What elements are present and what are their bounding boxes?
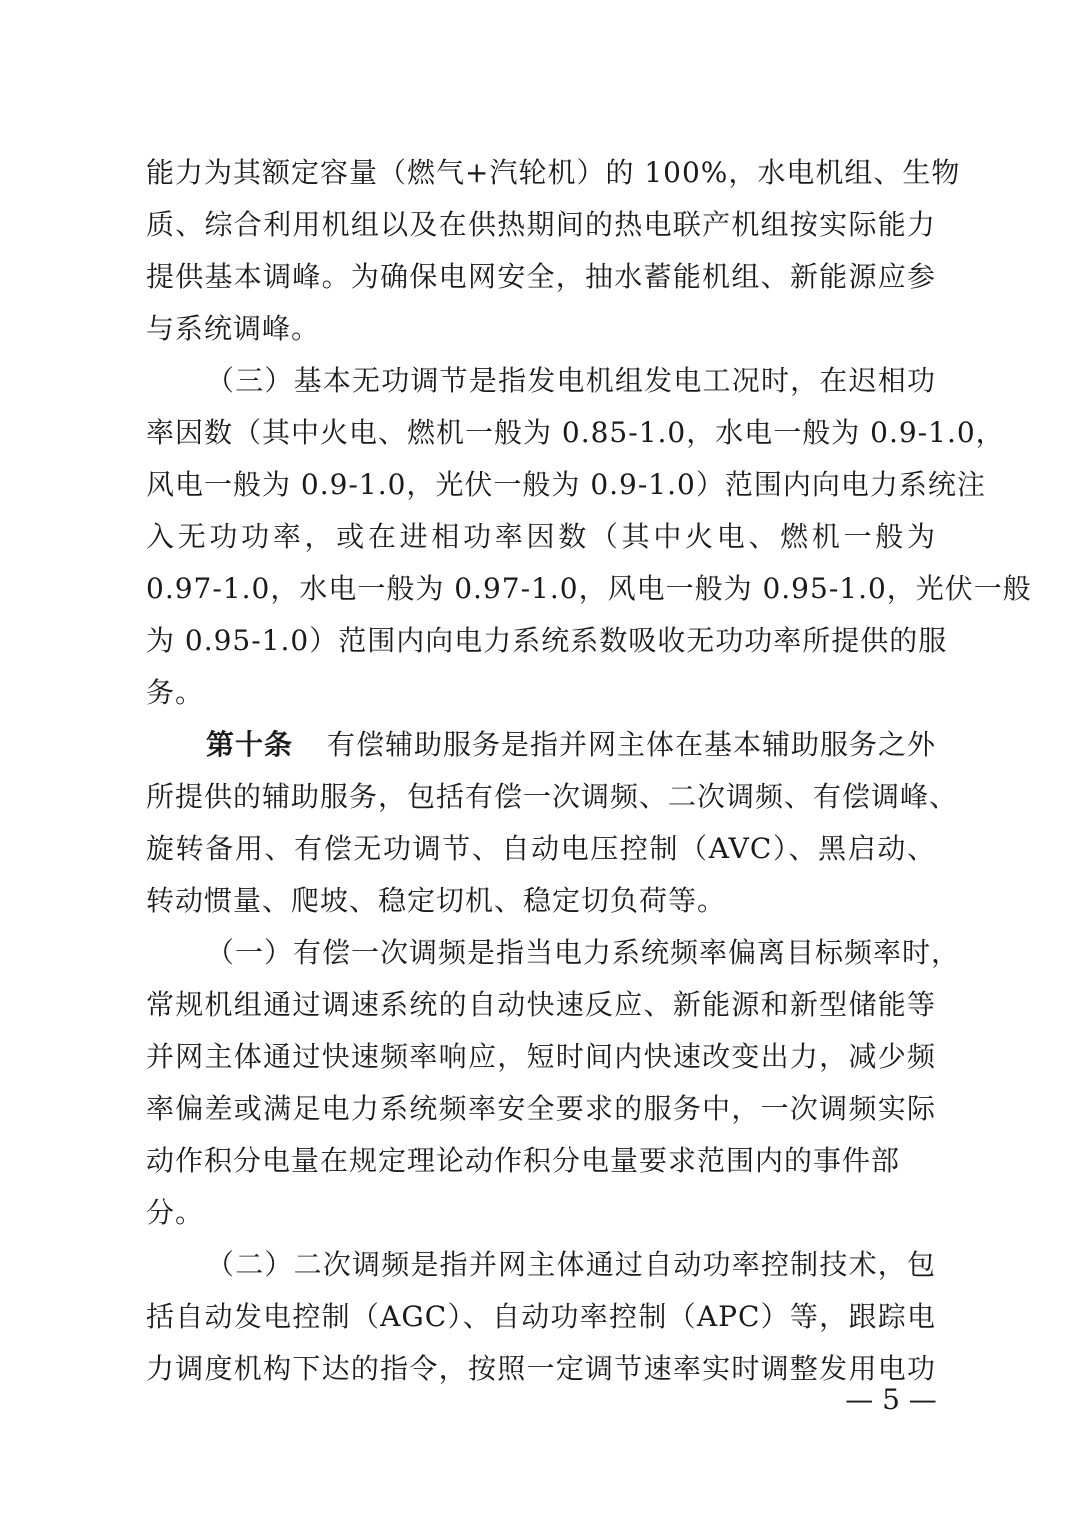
body-line: （一）有偿一次调频是指当电力系统频率偏离目标频率时， [206, 936, 961, 969]
body-line: 质、综合利用机组以及在供热期间的热电联产机组按实际能力 [146, 208, 936, 241]
body-line: 能力为其额定容量（燃气+汽轮机）的 100%，水电机组、生物 [146, 156, 961, 189]
body-line: （三）基本无功调节是指发电机组发电工况时，在迟相功 [206, 364, 936, 397]
body-line: 动作积分电量在规定理论动作积分电量要求范围内的事件部 [146, 1144, 901, 1177]
article-heading: 第十条 [206, 728, 294, 761]
body-line: 转动惯量、爬坡、稳定切机、稳定切负荷等。 [146, 884, 727, 917]
article-text: 有偿辅助服务是指并网主体在基本辅助服务之外 [327, 728, 937, 761]
body-line: 入无功功率，或在进相功率因数（其中火电、燃机一般为 [146, 520, 936, 553]
body-line: （二）二次调频是指并网主体通过自动功率控制技术，包 [206, 1248, 936, 1281]
body-line: 常规机组通过调速系统的自动快速反应、新能源和新型储能等 [146, 988, 936, 1021]
body-line: 括自动发电控制（AGC）、自动功率控制（APC）等，跟踪电 [146, 1300, 936, 1333]
body-line: 分。 [146, 1196, 205, 1229]
body-line: 为 0.95-1.0）范围内向电力系统系数吸收无功功率所提供的服 [146, 624, 948, 657]
body-line: 并网主体通过快速频率响应，短时间内快速改变出力，减少频 [146, 1040, 936, 1073]
page-number: — 5 — [845, 1383, 937, 1416]
body-line: 0.97-1.0，水电一般为 0.97-1.0，风电一般为 0.95-1.0，光伏一般 [146, 572, 1032, 605]
body-line: 提供基本调峰。为确保电网安全，抽水蓄能机组、新能源应参 [146, 260, 936, 293]
body-line: 旋转备用、有偿无功调节、自动电压控制（AVC）、黑启动、 [146, 832, 936, 865]
body-line: 风电一般为 0.9-1.0，光伏一般为 0.9-1.0）范围内向电力系统注 [146, 468, 986, 501]
body-line: 务。 [146, 676, 205, 709]
body-line: 率偏差或满足电力系统频率安全要求的服务中，一次调频实际 [146, 1092, 936, 1125]
body-line: 与系统调峰。 [146, 312, 321, 345]
body-line: 率因数（其中火电、燃机一般为 0.85-1.0，水电一般为 0.9-1.0， [146, 416, 1005, 449]
body-line: 所提供的辅助服务，包括有偿一次调频、二次调频、有偿调峰、 [146, 780, 959, 813]
body-line: 力调度机构下达的指令，按照一定调节速率实时调整发用电功 [146, 1352, 936, 1385]
article-heading-line [206, 727, 936, 767]
